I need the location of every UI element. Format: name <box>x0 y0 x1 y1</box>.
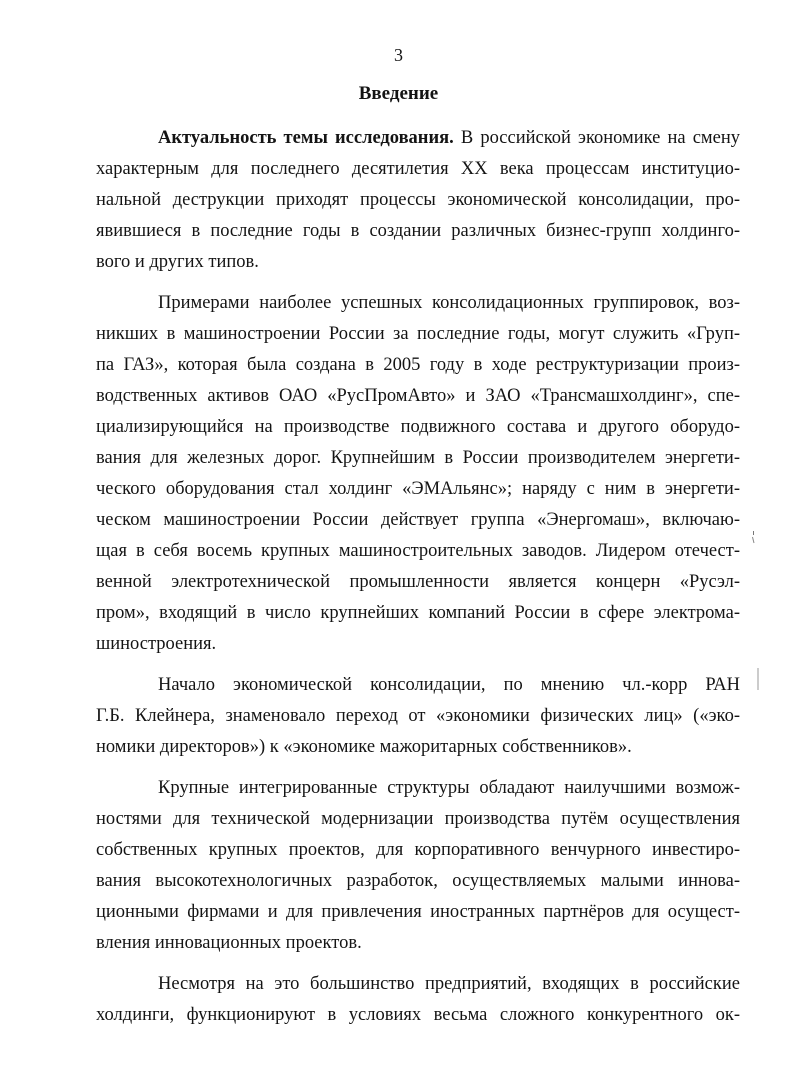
text-line: номики директоров») к «экономике мажоритарных собственников». <box>96 737 632 757</box>
text-line: циализирующийся на производстве подвижного состава и другого оборудо- <box>96 417 740 437</box>
text-line: собственных крупных проектов, для корпоративного венчурного инвестиро- <box>96 840 740 860</box>
text-line: Несмотря на это большинство предприятий, входящих в российские <box>158 974 740 994</box>
scan-artifact <box>752 531 755 547</box>
text-line: вания для железных дорог. Крупнейшим в России производителем энергети- <box>96 448 740 468</box>
paragraph-despite <box>96 969 740 1031</box>
text-line: пром», входящий в число крупнейших компаний России в сфере электрома- <box>96 603 740 623</box>
text-line: ческого оборудования стал холдинг «ЭМАльянс»; наряду с ним в энергети- <box>96 479 740 499</box>
text-line: никших в машиностроении России за последние годы, могут служить «Груп- <box>96 324 740 344</box>
text-line: вления инновационных проектов. <box>96 933 362 953</box>
paragraph-lead: Актуальность темы исследования. <box>158 128 454 148</box>
text-line: венной электротехнической промышленности является концерн «Русэл- <box>96 572 740 592</box>
text-line: вого и других типов. <box>96 252 259 272</box>
paragraph-examples <box>96 288 740 660</box>
text-line: ционными фирмами и для привлечения иностранных партнёров для осущест- <box>96 902 740 922</box>
text-line: холдинги, функционируют в условиях весьма сложного конкурентного ок- <box>96 1005 740 1025</box>
text-line: явившиеся в последние годы в создании различных бизнес-групп холдинго- <box>96 221 740 241</box>
page-number: 3 <box>394 45 403 65</box>
text-line: Примерами наиболее успешных консолидационных группировок, воз- <box>158 293 740 313</box>
text-line: щая в себя восемь крупных машиностроительных заводов. Лидером отечест- <box>96 541 740 561</box>
text-line: Г.Б. Клейнера, знаменовало переход от «экономики физических лиц» («эко- <box>96 706 740 726</box>
text-line: ческом машиностроении России действует группа «Энергомаш», включаю- <box>96 510 740 530</box>
section-heading: Введение <box>358 83 439 104</box>
text-line <box>96 123 740 154</box>
text-line: Начало экономической консолидации, по мнению чл.-корр РАН <box>158 675 740 695</box>
scan-artifact <box>757 668 759 690</box>
paragraph-consolidation <box>96 670 740 763</box>
text-line: нальной деструкции приходят процессы экономической консолидации, про- <box>96 190 740 210</box>
text-line-content: В российской экономике на смену <box>453 128 740 148</box>
text-line: вания высокотехнологичных разработок, осуществляемых малыми иннова- <box>96 871 740 891</box>
paragraph-actuality <box>96 123 740 278</box>
body-text <box>96 123 740 1031</box>
text-line: ностями для технической модернизации производства путём осуществления <box>96 809 740 829</box>
text-line: характерным для последнего десятилетия XX века процессам институцио- <box>96 159 740 179</box>
paragraph-integrated-structures <box>96 773 740 959</box>
text-line: Крупные интегрированные структуры обладают наилучшими возмож- <box>158 778 740 798</box>
text-line: па ГАЗ», которая была создана в 2005 году в ходе реструктуризации произ- <box>96 355 740 375</box>
text-line: водственных активов ОАО «РусПромАвто» и ЗАО «Трансмашхолдинг», спе- <box>96 386 740 406</box>
text-line: шиностроения. <box>96 634 217 654</box>
